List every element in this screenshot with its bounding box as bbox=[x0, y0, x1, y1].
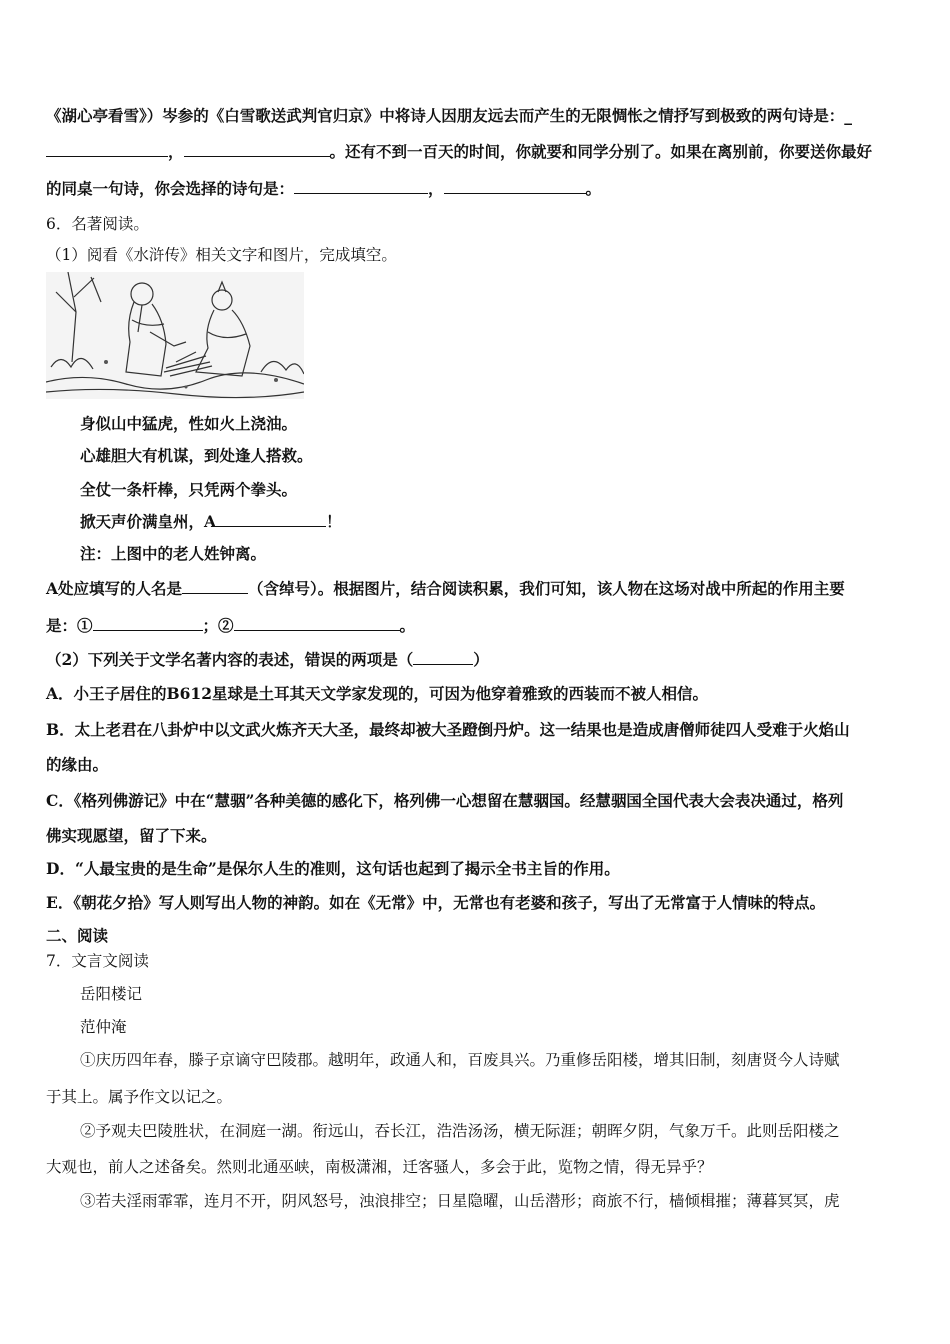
poem-line-2: 心雄胆大有机谋，到处逢人搭救。 bbox=[80, 446, 313, 465]
poetry-line-1: 《湖心亭看雪》）岑参的《白雪歌送武判官归京》中将诗人因朋友远去而产生的无限惆怅之情抒写到极致的两句诗是：_ bbox=[46, 106, 853, 125]
option-a: A．小王子居住的B612星球是土耳其天文学家发现的，可因为他穿着雅致的西装而不被人相信。 bbox=[46, 684, 708, 703]
option-b-line-2: 的缘由。 bbox=[46, 755, 109, 774]
option-c-line-2: 佛实现愿望，留了下来。 bbox=[46, 826, 217, 845]
option-e: E．《朝花夕拾》写人则写出人物的神韵。如在《无常》中，无常也有老婆和孩子，写出了无常富于人情味的特点。 bbox=[46, 893, 826, 912]
fill-line-2-mid: ；② bbox=[202, 616, 234, 635]
poetry-line-2-text: 。还有不到一百天的时间，你就要和同学分别了。如果在离别前，你要送你最好 bbox=[329, 142, 873, 161]
poem-line-4-start: 掀天声价满皇州， bbox=[80, 512, 205, 531]
article-title: 岳阳楼记 bbox=[80, 985, 143, 1003]
fill-question-end: （含绰号）。根据图片，结合阅读积累，我们可知，该人物在这场对战中所起的作用主要 bbox=[248, 579, 845, 598]
paragraph-1-line-1: ①庆历四年春，滕子京谪守巴陵郡。越明年，政通人和，百废具兴。乃重修岳阳楼，增其旧制，刻唐贤今人诗赋 bbox=[80, 1051, 840, 1069]
answer-blank[interactable] bbox=[413, 650, 473, 665]
option-d: D．“人最宝贵的是生命”是保尔人生的准则，这句话也起到了揭示全书主旨的作用。 bbox=[46, 859, 620, 878]
question-6-title: 6．名著阅读。 bbox=[46, 215, 149, 233]
paragraph-3-line-1: ③若夫淫雨霏霏，连月不开，阴风怒号，浊浪排空；日星隐曜，山岳潜形；商旅不行，樯倾楫摧；薄暮冥冥，虎 bbox=[80, 1192, 840, 1210]
section-2-title: 二、阅读 bbox=[46, 926, 109, 945]
answer-blank[interactable] bbox=[216, 512, 326, 527]
article-author: 范仲淹 bbox=[80, 1018, 127, 1036]
poetry-line-3 bbox=[46, 179, 601, 199]
illustration-note: 注：上图中的老人姓钟离。 bbox=[80, 544, 267, 563]
water-margin-illustration bbox=[46, 272, 304, 399]
answer-blank[interactable] bbox=[294, 179, 428, 194]
fill-line-2-end: 。 bbox=[399, 616, 416, 635]
paragraph-2-line-1: ②予观夫巴陵胜状，在洞庭一湖。衔远山，吞长江，浩浩汤汤，横无际涯；朝晖夕阴，气象万千。此则岳阳楼之 bbox=[80, 1122, 840, 1140]
sub-2-start: （2）下列关于文学名著内容的表述，错误的两项是（ bbox=[46, 650, 414, 669]
fill-question-line-2 bbox=[46, 616, 415, 636]
poem-line-1: 身似山中猛虎，性如火上浇油。 bbox=[80, 414, 298, 433]
answer-blank[interactable] bbox=[184, 142, 330, 157]
poem-line-4 bbox=[80, 512, 342, 532]
poetry-line-3-start: 的同桌一句诗，你会选择的诗句是： bbox=[46, 179, 295, 198]
question-6-sub-2 bbox=[46, 650, 489, 670]
answer-blank[interactable] bbox=[444, 179, 586, 194]
poetry-line-2 bbox=[46, 142, 872, 162]
answer-blank[interactable] bbox=[46, 142, 168, 157]
paragraph-1-line-2: 于其上。属予作文以记之。 bbox=[46, 1088, 233, 1106]
sub-2-end: ） bbox=[473, 650, 489, 669]
option-c-line-1: C．《格列佛游记》中在“慧骃”各种美德的感化下，格列佛一心想留在慧骃国。经慧骃国全国代表大会表决通过，格列 bbox=[46, 791, 844, 810]
poem-line-4-end: ！ bbox=[326, 512, 342, 531]
fill-question-line-1 bbox=[46, 579, 845, 599]
period: 。 bbox=[585, 179, 602, 198]
comma: ， bbox=[428, 179, 444, 198]
poem-line-3: 全仗一条杆棒，只凭两个拳头。 bbox=[80, 480, 298, 499]
comma: ， bbox=[168, 142, 184, 161]
question-6-sub-1: （1）阅看《水浒传》相关文字和图片，完成填空。 bbox=[46, 246, 397, 264]
fill-line-2-start: 是：① bbox=[46, 616, 93, 635]
answer-blank[interactable] bbox=[182, 579, 248, 594]
answer-blank[interactable] bbox=[234, 616, 400, 631]
answer-blank[interactable] bbox=[93, 616, 203, 631]
fill-question-start: A处应填写的人名是 bbox=[46, 579, 183, 598]
option-b-line-1: B．太上老君在八卦炉中以文武火炼齐天大圣，最终却被大圣蹬倒丹炉。这一结果也是造成唐僧师徒四人受难于火焰山 bbox=[46, 720, 850, 739]
question-7-title: 7．文言文阅读 bbox=[46, 952, 149, 970]
blank-marker-a: A bbox=[204, 512, 217, 531]
paragraph-2-line-2: 大观也，前人之述备矣。然则北通巫峡，南极潇湘，迁客骚人，多会于此，览物之情，得无异乎？ bbox=[46, 1158, 713, 1176]
